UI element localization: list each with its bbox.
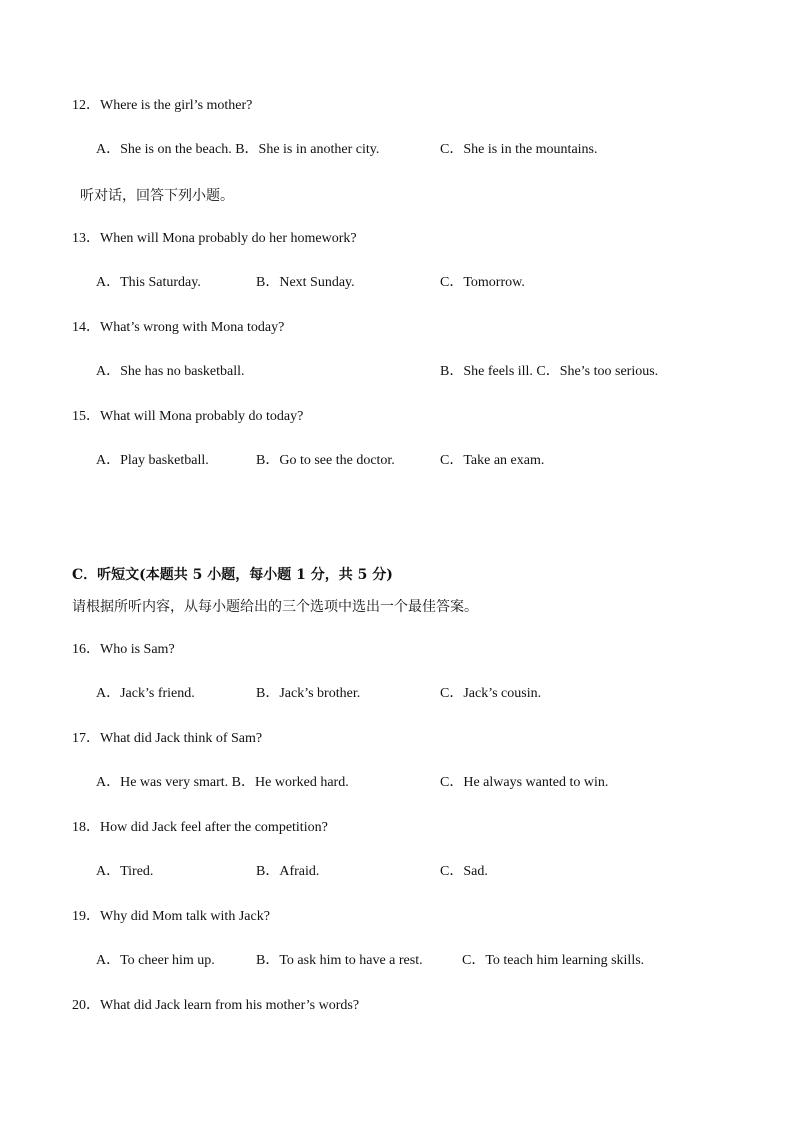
question-20: 20．What did Jack learn from his mother’s words? bbox=[72, 998, 360, 1013]
option-19-b[interactable]: B．To ask him to have a rest. bbox=[256, 953, 423, 968]
option-19-a[interactable]: A．To cheer him up. bbox=[96, 953, 215, 968]
question-18: 18．How did Jack feel after the competition? bbox=[72, 820, 328, 835]
option-16-a[interactable]: A．Jack’s friend. bbox=[96, 686, 195, 701]
option-19-c[interactable]: C．To teach him learning skills. bbox=[462, 953, 645, 968]
question-17: 17．What did Jack think of Sam? bbox=[72, 731, 263, 746]
question-15: 15．What will Mona probably do today? bbox=[72, 409, 304, 424]
option-13-a[interactable]: A．This Saturday. bbox=[96, 275, 201, 290]
option-17-c[interactable]: C．He always wanted to win. bbox=[440, 775, 609, 790]
option-16-c[interactable]: C．Jack’s cousin. bbox=[440, 686, 542, 701]
option-18-b[interactable]: B．Afraid. bbox=[256, 864, 320, 879]
option-14-a[interactable]: A．She has no basketball. bbox=[96, 364, 245, 379]
option-17-ab[interactable]: A．He was very smart. B．He worked hard. bbox=[96, 775, 349, 790]
option-14-bc[interactable]: B．She feels ill. C．She’s too serious. bbox=[440, 364, 659, 379]
section-c-title: C．听短文(本题共 5 小题，每小题 1 分，共 5 分) bbox=[72, 567, 393, 583]
option-15-a[interactable]: A．Play basketball. bbox=[96, 453, 209, 468]
option-18-a[interactable]: A．Tired. bbox=[96, 864, 154, 879]
option-13-b[interactable]: B．Next Sunday. bbox=[256, 275, 355, 290]
question-19: 19．Why did Mom talk with Jack? bbox=[72, 909, 270, 924]
question-14: 14．What’s wrong with Mona today? bbox=[72, 320, 285, 335]
option-12-c[interactable]: C．She is in the mountains. bbox=[440, 142, 598, 157]
option-13-c[interactable]: C．Tomorrow. bbox=[440, 275, 525, 290]
section-c-description: 请根据所听内容，从每小题给出的三个选项中选出一个最佳答案。 bbox=[72, 599, 478, 615]
option-15-c[interactable]: C．Take an exam. bbox=[440, 453, 545, 468]
question-16: 16．Who is Sam? bbox=[72, 642, 175, 657]
option-15-b[interactable]: B．Go to see the doctor. bbox=[256, 453, 395, 468]
option-18-c[interactable]: C．Sad. bbox=[440, 864, 488, 879]
question-13: 13．When will Mona probably do her homework? bbox=[72, 231, 357, 246]
question-12: 12．Where is the girl’s mother? bbox=[72, 98, 253, 113]
option-16-b[interactable]: B．Jack’s brother. bbox=[256, 686, 361, 701]
instruction-listen-dialogue: 听对话，回答下列小题。 bbox=[80, 188, 234, 204]
option-12-ab[interactable]: A．She is on the beach. B．She is in another city. bbox=[96, 142, 380, 157]
